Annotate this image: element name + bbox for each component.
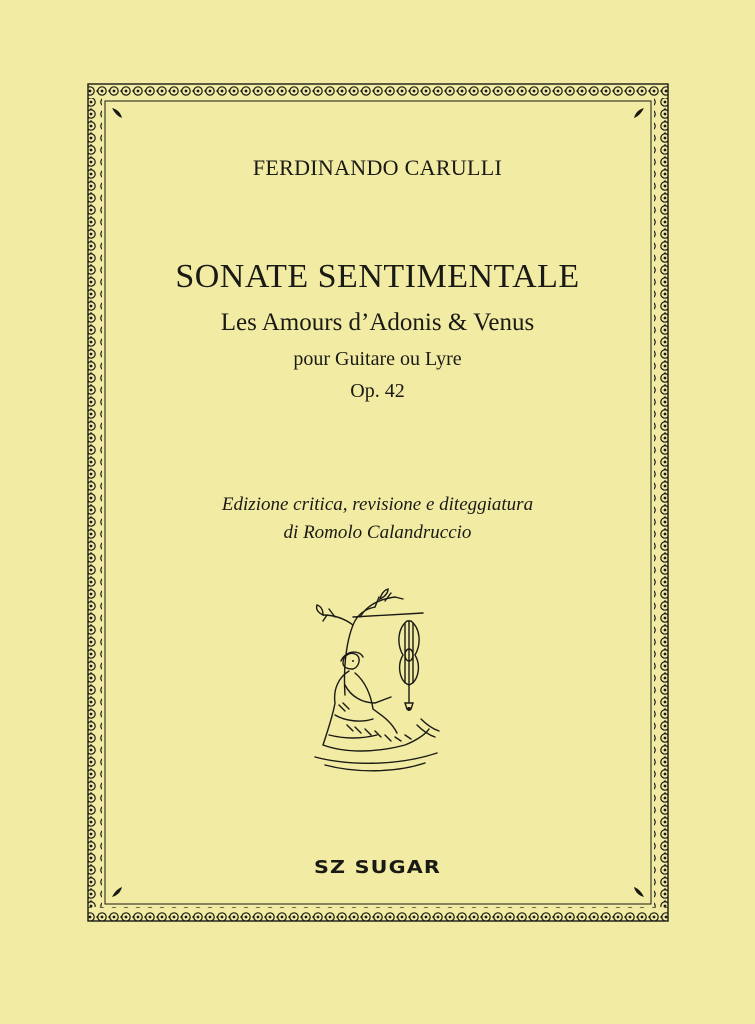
woman-with-lyre-guitar-illustration xyxy=(305,585,450,785)
editor-credit: di Romolo Calandruccio xyxy=(283,522,472,543)
instrumentation: pour Guitare ou Lyre xyxy=(293,348,462,370)
work-title: SONATE SENTIMENTALE xyxy=(175,258,580,295)
opus-number: Op. 42 xyxy=(350,380,405,402)
work-subtitle: Les Amours d’Adonis & Venus xyxy=(220,309,535,336)
edition-note: Edizione critica, revisione e diteggiatura xyxy=(221,494,534,515)
publisher-logo: SZ SUGAR xyxy=(313,857,442,878)
composer-name: FERDINANDO CARULLI xyxy=(252,155,503,180)
